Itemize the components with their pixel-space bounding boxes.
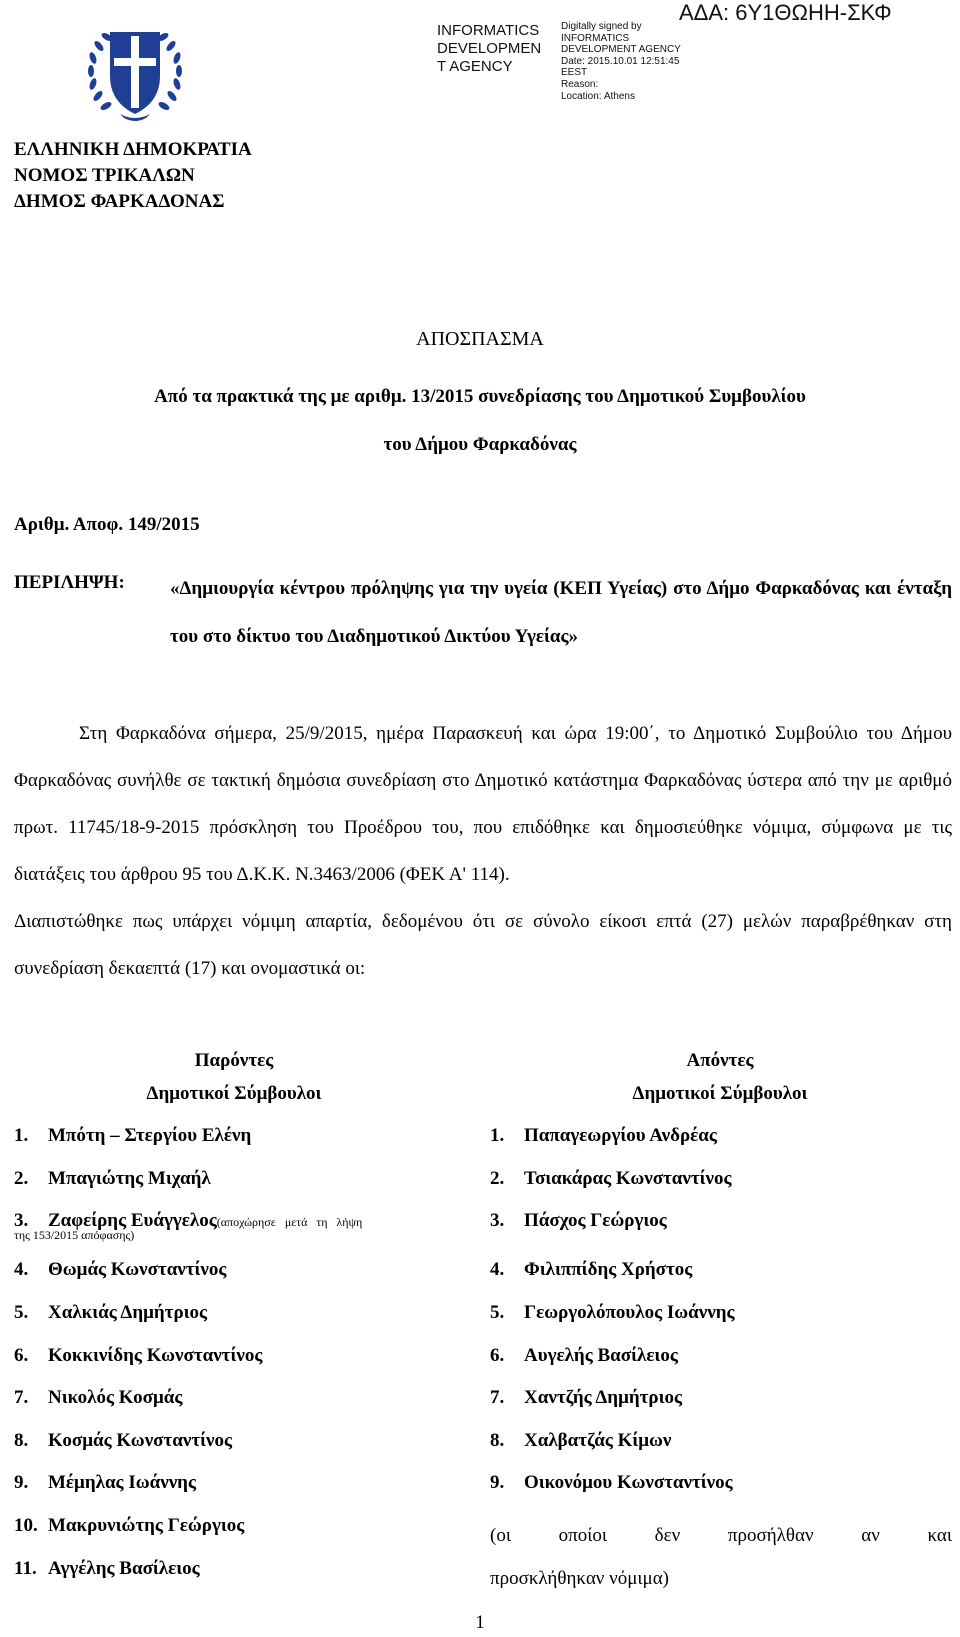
member-note: (αποχώρησε μετά τη λήψη <box>216 1215 363 1229</box>
member-name: Μακρυνιώτης Γεώργιος <box>48 1515 245 1536</box>
member-number: 2. <box>14 1168 29 1189</box>
present-heading-line: Παρόντες <box>194 1050 274 1071</box>
summary-label: ΠΕΡΙΛΗΨΗ: <box>14 572 125 593</box>
member-name: Αγγέλης Βασίλειος <box>48 1558 200 1579</box>
signature-detail-line: Reason: <box>561 78 599 90</box>
absent-note-line: (οι οποίοι δεν προσήλθαν αν και <box>490 1525 952 1546</box>
signature-org-line: DEVELOPMEN <box>437 40 542 57</box>
member-number: 6. <box>490 1345 505 1366</box>
member-name: Γεωργολόπουλος Ιωάννης <box>524 1302 735 1323</box>
absent-note-line: προσκλήθηκαν νόμιμα) <box>490 1568 669 1589</box>
present-member <box>14 1301 207 1325</box>
present-member <box>14 1471 196 1495</box>
signature-detail-line: DEVELOPMENT AGENCY <box>561 44 681 56</box>
absent-heading <box>490 1044 950 1110</box>
absent-heading-line: Δημοτικοί Σύμβουλοι <box>632 1083 808 1104</box>
minutes-line: Από τα πρακτικά της με αριθμ. 13/2015 συνεδρίασης του Δημοτικού Συμβουλίου <box>154 386 806 407</box>
member-name: Κοκκινίδης Κωνσταντίνος <box>48 1345 263 1366</box>
member-name: Νικολός Κοσμάς <box>48 1387 183 1408</box>
member-number: 3. <box>14 1210 29 1231</box>
absent-member <box>490 1301 735 1325</box>
member-number: 5. <box>490 1302 505 1323</box>
member-name: Χαλβατζάς Κίμων <box>524 1430 672 1451</box>
absent-member <box>490 1471 733 1495</box>
absent-member <box>490 1209 667 1233</box>
signature-detail-line: EEST <box>561 67 588 79</box>
member-number: 11. <box>14 1558 37 1579</box>
member-number: 8. <box>14 1430 29 1451</box>
greek-coat-of-arms-icon <box>80 18 190 126</box>
absent-note <box>490 1514 952 1600</box>
present-member <box>14 1167 211 1191</box>
signature-detail-line: Digitally signed by <box>561 21 642 32</box>
present-member <box>14 1344 262 1368</box>
member-number: 10. <box>14 1515 38 1536</box>
present-member <box>14 1386 182 1410</box>
member-number: 5. <box>14 1302 29 1323</box>
present-heading <box>14 1044 454 1110</box>
member-name: Μέμηλας Ιωάννης <box>48 1472 196 1493</box>
absent-member <box>490 1344 678 1368</box>
present-member <box>14 1429 232 1453</box>
member-number: 7. <box>490 1387 505 1408</box>
member-number: 4. <box>14 1259 29 1280</box>
member-number: 3. <box>490 1210 505 1231</box>
member-number: 1. <box>490 1125 505 1146</box>
header-line: ΕΛΛΗΝΙΚΗ ΔΗΜΟΚΡΑΤΙΑ <box>14 139 252 160</box>
signature-org-line: T AGENCY <box>437 58 513 75</box>
signature-detail-line: Date: 2015.10.01 12:51:45 <box>561 55 680 67</box>
present-member <box>14 1514 244 1538</box>
summary-text: «Δημιουργία κέντρου πρόληψης για την υγεία (ΚΕΠ Υγείας) στο Δήμο Φαρκαδόνας και ένταξη του στο δίκτυο του Διαδημοτικού Δικτύου Υγείας» <box>170 578 952 647</box>
member-name: Μπότη – Στεργίου Ελένη <box>48 1125 252 1146</box>
decision-number: Αριθμ. Αποφ. 149/2015 <box>14 514 200 535</box>
minutes-line: του Δήμου Φαρκαδόνας <box>383 434 577 455</box>
header-line: ΝΟΜΟΣ ΤΡΙΚΑΛΩΝ <box>14 165 195 186</box>
absent-member <box>490 1258 692 1282</box>
member-name: Χαλκιάς Δημήτριος <box>48 1302 208 1323</box>
member-number: 6. <box>14 1345 29 1366</box>
present-heading-line: Δημοτικοί Σύμβουλοι <box>146 1083 322 1104</box>
absent-heading-line: Απόντες <box>686 1050 754 1071</box>
member-name: Παπαγεωργίου Ανδρέας <box>524 1125 717 1146</box>
present-member <box>14 1557 200 1581</box>
member-name: Πάσχος Γεώργιος <box>524 1210 667 1231</box>
session-paragraph: Στη Φαρκαδόνα σήμερα, 25/9/2015, ημέρα Παρασκευή και ώρα 19:00΄, το Δημοτικό Συμβούλιο του Δήμου Φαρκαδόνας συνήλθε σε τακτική δημόσια συνεδρίαση στο Δημοτικό κατάστημα Φαρκαδόνας ύστερα από την με αριθμό πρωτ. 11745/18-9-2015 πρόσκληση του Προέδρου του, που επιδόθηκε και δημοσιεύθηκε νόμιμα, σύμφωνα με τις διατάξεις του άρθρου 95 του Δ.Κ.Κ. Ν.3463/2006 (ΦΕΚ Α' 114). <box>14 723 952 885</box>
present-member <box>14 1258 226 1282</box>
member-name: Τσιακάρας Κωνσταντίνος <box>524 1168 732 1189</box>
member-name: Φιλιππίδης Χρήστος <box>524 1259 693 1280</box>
member-name: Αυγελής Βασίλειος <box>524 1345 678 1366</box>
absent-member <box>490 1167 732 1191</box>
absent-member <box>490 1429 671 1453</box>
document-title: ΑΠΟΣΠΑΣΜΑ <box>416 328 544 350</box>
absent-member <box>490 1124 717 1148</box>
signature-org-line: INFORMATICS <box>437 22 540 39</box>
member-number: 2. <box>490 1168 505 1189</box>
signature-detail-line: Location: Athens <box>561 90 635 102</box>
ada-code: ΑΔΑ: 6Υ1ΘΩΗΗ-ΣΚΦ <box>679 0 892 25</box>
absent-member <box>490 1386 682 1410</box>
member-name: Χαντζής Δημήτριος <box>524 1387 682 1408</box>
body-text <box>14 710 952 992</box>
member-name: Κοσμάς Κωνσταντίνος <box>48 1430 233 1451</box>
signature-detail-line: INFORMATICS <box>561 32 630 44</box>
header-line: ΔΗΜΟΣ ΦΑΡΚΑΔΟΝΑΣ <box>14 191 225 212</box>
member-note-continuation: της 153/2015 απόφασης) <box>14 1228 135 1242</box>
member-name: Οικονόμου Κωνσταντίνος <box>524 1472 733 1493</box>
member-number: 7. <box>14 1387 29 1408</box>
member-number: 9. <box>490 1472 505 1493</box>
present-member <box>14 1124 251 1148</box>
quorum-paragraph: Διαπιστώθηκε πως υπάρχει νόμιμη απαρτία, δεδομένου ότι σε σύνολο είκοσι επτά (27) μελών παραβρέθηκαν στη συνεδρίαση δεκαεπτά (17) και ονομαστικά οι: <box>14 911 952 979</box>
member-number: 8. <box>490 1430 505 1451</box>
minutes-heading <box>0 373 960 469</box>
signature-details <box>561 21 711 102</box>
page-number: 1 <box>475 1612 485 1633</box>
member-number: 1. <box>14 1125 29 1146</box>
signature-organization <box>437 22 557 76</box>
member-name: Ζαφείρης Ευάγγελος <box>48 1210 217 1231</box>
member-name: Θωμάς Κωνσταντίνος <box>48 1259 227 1280</box>
member-name: Μπαγιώτης Μιχαήλ <box>48 1168 211 1189</box>
authority-header <box>14 137 252 215</box>
member-number: 9. <box>14 1472 29 1493</box>
member-number: 4. <box>490 1259 505 1280</box>
